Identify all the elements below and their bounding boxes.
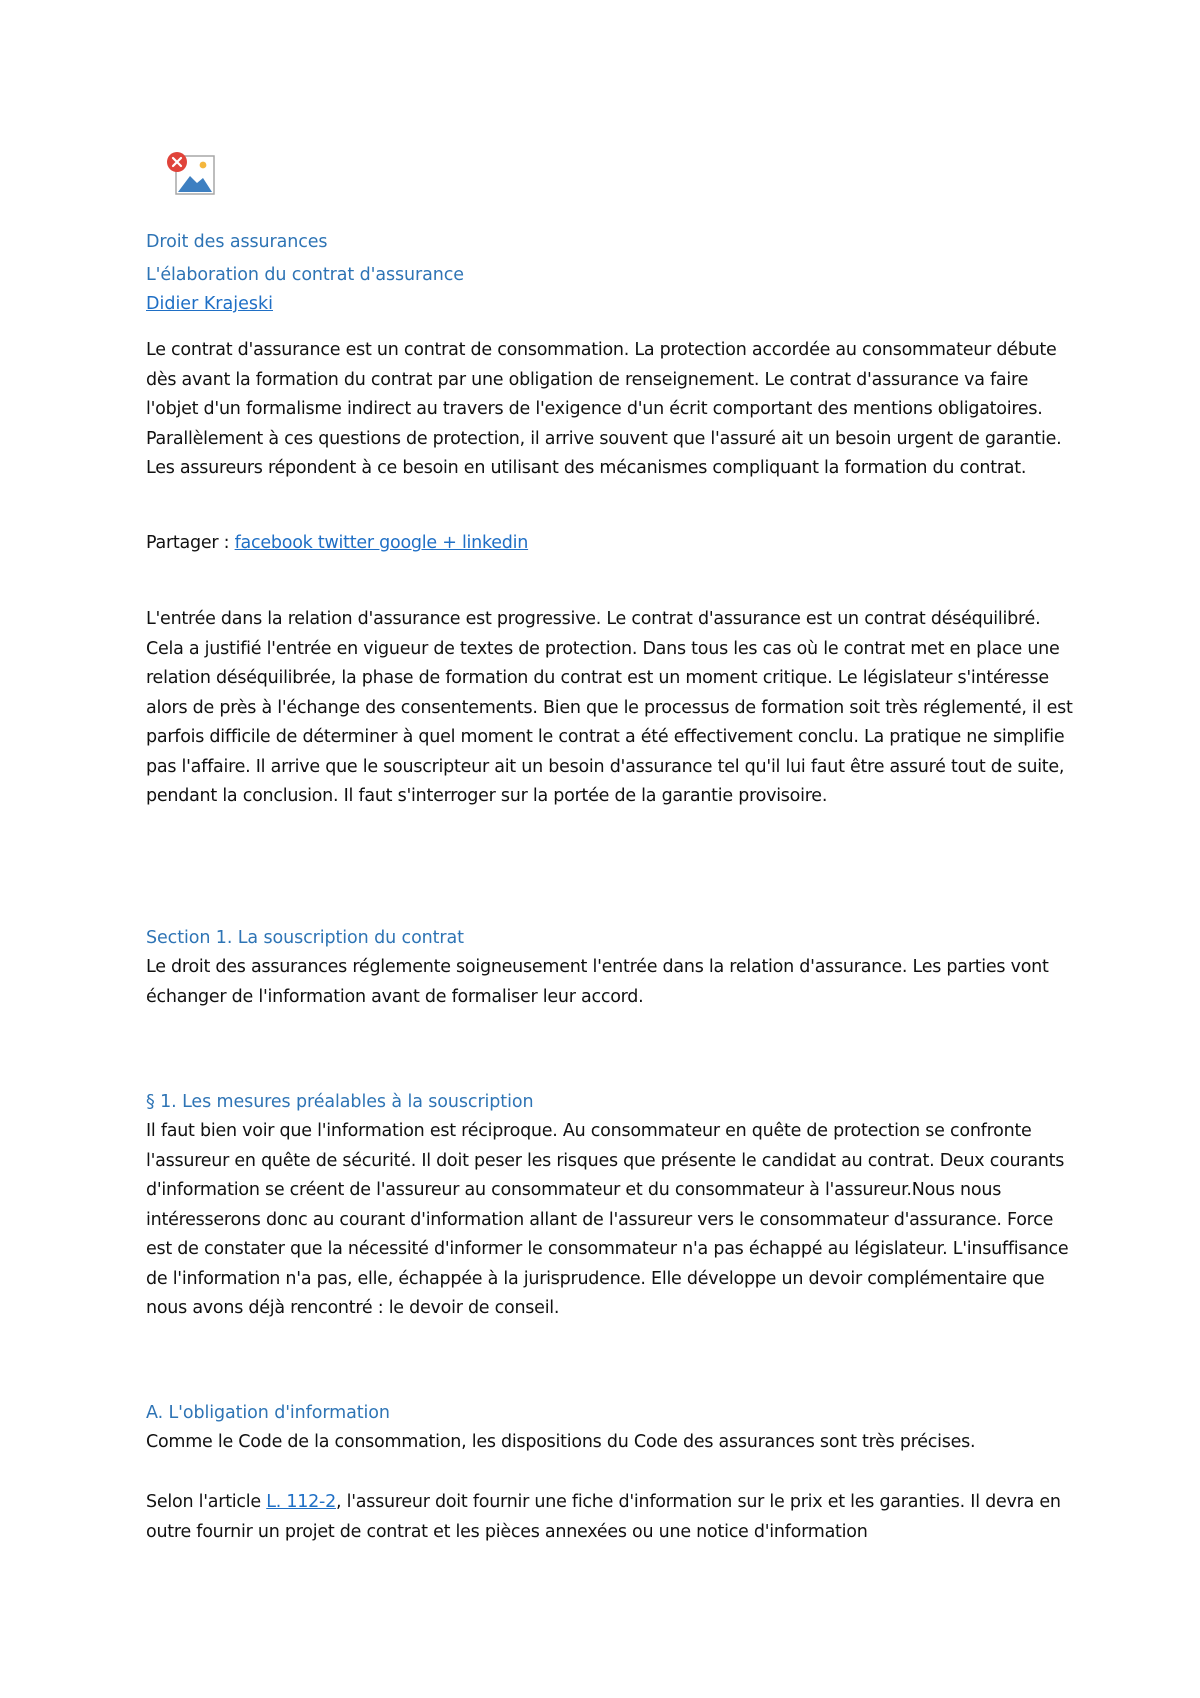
part-a-text-1: Comme le Code de la consommation, les dispositions du Code des assurances sont très précises. [146, 1432, 976, 1452]
broken-image-icon [166, 150, 218, 200]
share-label: Partager : [146, 533, 235, 553]
section-1-text: Le droit des assurances réglemente soigneusement l'entrée dans la relation d'assurance. Les parties vont échanger de l'information avant de formaliser leur accord. [146, 957, 1049, 1007]
subsection-1-title: § 1. Les mesures préalables à la souscription [146, 1092, 534, 1112]
article-title: L'élaboration du contrat d'assurance [146, 265, 464, 285]
share-links[interactable]: facebook twitter google + linkedin [234, 533, 529, 553]
subsection-1-text: Il faut bien voir que l'information est réciproque. Au consommateur en quête de protection se confronte l'assureur en quête de sécurité. Il doit peser les risques que présente le candidat au contrat. Deux courants d'information se créent de l'assureur au consommateur et du consommateur à l'assureur.Nous nous intéresserons donc au courant d'information allant de l'assureur vers le consommateur d'assurance. Force est de constater que la nécessité d'informer le consommateur n'a pas échappé au législateur. L'insuffisance de l'information n'a pas, elle, échappée à la jurisprudence. Elle développe un devoir complémentaire que nous avons déjà rencontré : le devoir de conseil. [146, 1121, 1069, 1318]
category-heading: Droit des assurances [146, 232, 328, 252]
section-1 [146, 924, 1076, 1012]
document-header [146, 228, 1076, 319]
share-row [146, 529, 1076, 559]
intro-paragraph: Le contrat d'assurance est un contrat de consommation. La protection accordée au consommateur débute dès avant la formation du contrat par une obligation de renseignement. Le contrat d'assurance va faire l'objet d'un formalisme indirect au travers de l'exigence d'un écrit comportant des mentions obligatoires. Parallèlement à ces questions de protection, il arrive souvent que l'assuré ait un besoin urgent de garantie. Les assureurs répondent à ce besoin en utilisant des mécanismes compliquant la formation du contrat. [146, 340, 1062, 478]
part-a-text-2 [146, 1488, 1076, 1547]
section-1-title: Section 1. La souscription du contrat [146, 928, 464, 948]
author-link[interactable]: Didier Krajeski [146, 294, 273, 314]
part-a-text-2-after: , l'assureur doit fournir une fiche d'information sur le prix et les garanties. Il devra en outre fournir un projet de contrat et les pièces annexées ou une notice d'information [146, 1492, 1061, 1542]
subsection-1 [146, 1088, 1076, 1324]
body-paragraph: L'entrée dans la relation d'assurance est progressive. Le contrat d'assurance est un contrat déséquilibré. Cela a justifié l'entrée en vigueur de textes de protection. Dans tous les cas où le contrat met en place une relation déséquilibrée, la phase de formation du contrat est un moment critique. Le législateur s'intéresse alors de près à l'échange des consentements. Bien que le processus de formation soit très réglementé, il est parfois difficile de déterminer à quel moment le contrat a été effectivement conclu. La pratique ne simplifie pas l'affaire. Il arrive que le souscripteur ait un besoin d'assurance tel qu'il lui faut être assuré tout de suite, pendant la conclusion. Il faut s'interroger sur la portée de la garantie provisoire. [146, 609, 1073, 806]
part-a [146, 1399, 1076, 1458]
part-a-title: A. L'obligation d'information [146, 1403, 390, 1423]
part-a-text-2-before: Selon l'article [146, 1492, 267, 1512]
article-l112-2-link[interactable]: L. 112-2 [266, 1492, 336, 1512]
